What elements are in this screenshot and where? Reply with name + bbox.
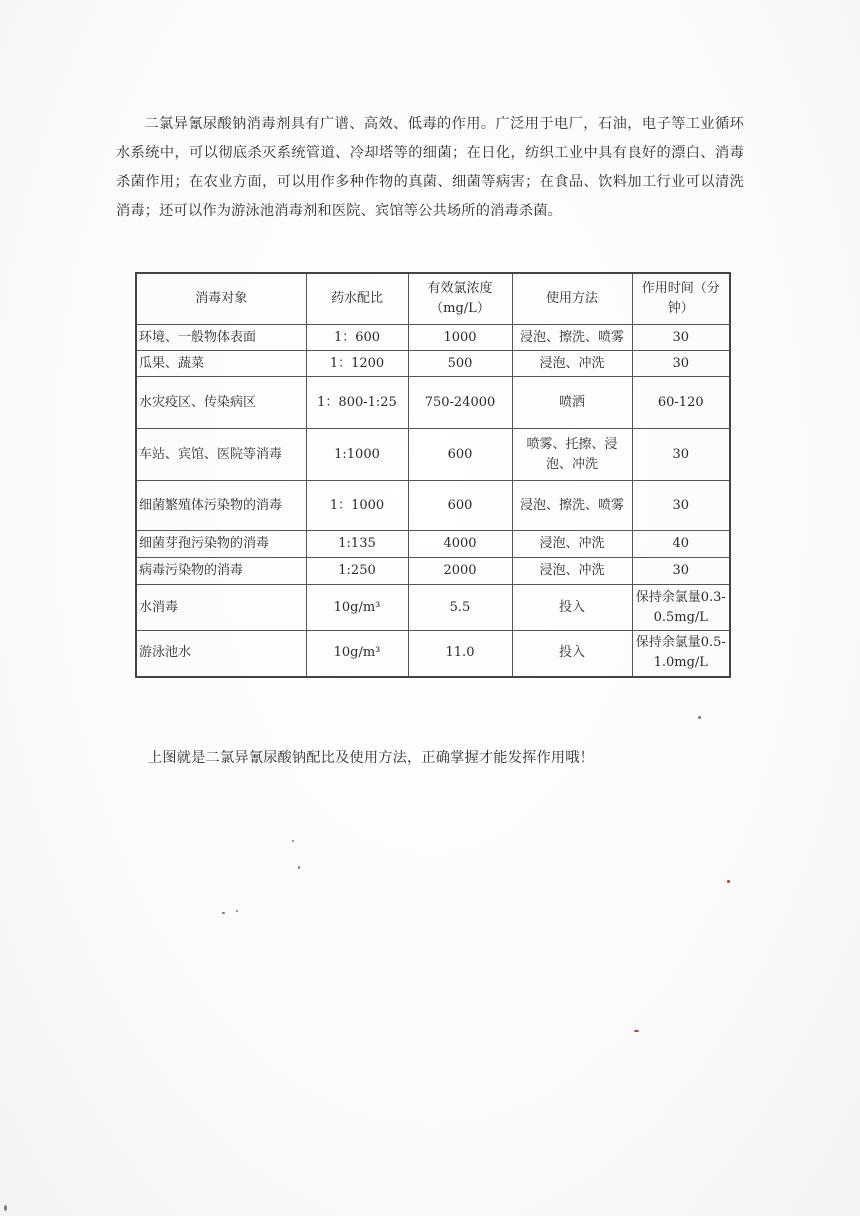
cell-target: 水消毒 <box>136 585 306 631</box>
scan-speck <box>222 912 225 914</box>
table-row <box>136 585 730 631</box>
cell-method: 浸泡、擦洗、喷雾 <box>512 481 632 531</box>
table-row <box>136 351 730 377</box>
table-header-row <box>136 273 730 325</box>
cell-concentration: 500 <box>408 351 512 377</box>
cell-target: 瓜果、蔬菜 <box>136 351 306 377</box>
cell-target: 环境、一般物体表面 <box>136 325 306 351</box>
cell-concentration: 5.5 <box>408 585 512 631</box>
cell-ratio: 10g/m³ <box>306 585 408 631</box>
cell-method: 浸泡、冲洗 <box>512 351 632 377</box>
cell-ratio: 1:1000 <box>306 429 408 481</box>
cell-concentration: 4000 <box>408 531 512 558</box>
header-ratio: 药水配比 <box>306 273 408 325</box>
cell-time: 40 <box>632 531 730 558</box>
cell-ratio: 1：600 <box>306 325 408 351</box>
cell-concentration: 2000 <box>408 558 512 585</box>
cell-method: 喷雾、托擦、浸泡、冲洗 <box>512 429 632 481</box>
cell-time: 30 <box>632 558 730 585</box>
cell-ratio: 1：800-1:25 <box>306 377 408 429</box>
cell-concentration: 600 <box>408 481 512 531</box>
cell-target: 水灾疫区、传染病区 <box>136 377 306 429</box>
cell-target: 细菌繁殖体污染物的消毒 <box>136 481 306 531</box>
table-row <box>136 325 730 351</box>
header-method: 使用方法 <box>512 273 632 325</box>
table-row <box>136 531 730 558</box>
table-row <box>136 481 730 531</box>
cell-concentration: 1000 <box>408 325 512 351</box>
table-row <box>136 631 730 677</box>
cell-method: 喷洒 <box>512 377 632 429</box>
table-row <box>136 377 730 429</box>
cell-method: 投入 <box>512 631 632 677</box>
cell-concentration: 600 <box>408 429 512 481</box>
scan-speck <box>4 1205 7 1211</box>
cell-method: 浸泡、擦洗、喷雾 <box>512 325 632 351</box>
cell-concentration: 750-24000 <box>408 377 512 429</box>
cell-time: 保持余氯量0.3-0.5mg/L <box>632 585 730 631</box>
cell-ratio: 1：1000 <box>306 481 408 531</box>
header-concentration: 有效氯浓度（mg/L） <box>408 273 512 325</box>
outro-sentence: 上图就是二氯异氰尿酸钠配比及使用方法，正确掌握才能发挥作用哦！ <box>148 750 595 767</box>
cell-time: 30 <box>632 351 730 377</box>
cell-method: 投入 <box>512 585 632 631</box>
cell-target: 病毒污染物的消毒 <box>136 558 306 585</box>
scan-speck <box>727 880 730 883</box>
scan-speck <box>698 716 701 719</box>
cell-ratio: 1：1200 <box>306 351 408 377</box>
scan-speck <box>236 910 238 912</box>
cell-target: 车站、宾馆、医院等消毒 <box>136 429 306 481</box>
intro-paragraph: 二氯异氰尿酸钠消毒剂具有广谱、高效、低毒的作用。广泛用于电厂，石油，电子等工业循环水系统中，可以彻底杀灭系统管道、冷却塔等的细菌；在日化，纺织工业中具有良好的漂白、消毒杀菌作用；在农业方面，可以用作多种作物的真菌、细菌等病害；在食品、饮料加工行业可以清洗消毒；还可以作为游泳池消毒剂和医院、宾馆等公共场所的消毒杀菌。 <box>116 116 744 220</box>
scan-speck <box>298 866 300 869</box>
cell-time: 30 <box>632 481 730 531</box>
cell-target: 游泳池水 <box>136 631 306 677</box>
cell-ratio: 1:250 <box>306 558 408 585</box>
scan-speck <box>634 1030 639 1032</box>
cell-time: 30 <box>632 325 730 351</box>
cell-target: 细菌芽孢污染物的消毒 <box>136 531 306 558</box>
cell-time: 保持余氯量0.5-1.0mg/L <box>632 631 730 677</box>
cell-time: 60-120 <box>632 377 730 429</box>
cell-method: 浸泡、冲洗 <box>512 558 632 585</box>
scan-speck <box>292 840 294 842</box>
header-time: 作用时间（分钟） <box>632 273 730 325</box>
disinfection-table <box>135 272 731 678</box>
cell-ratio: 1:135 <box>306 531 408 558</box>
table-row <box>136 429 730 481</box>
cell-ratio: 10g/m³ <box>306 631 408 677</box>
cell-method: 浸泡、冲洗 <box>512 531 632 558</box>
cell-time: 30 <box>632 429 730 481</box>
cell-concentration: 11.0 <box>408 631 512 677</box>
header-target: 消毒对象 <box>136 273 306 325</box>
table-row <box>136 558 730 585</box>
